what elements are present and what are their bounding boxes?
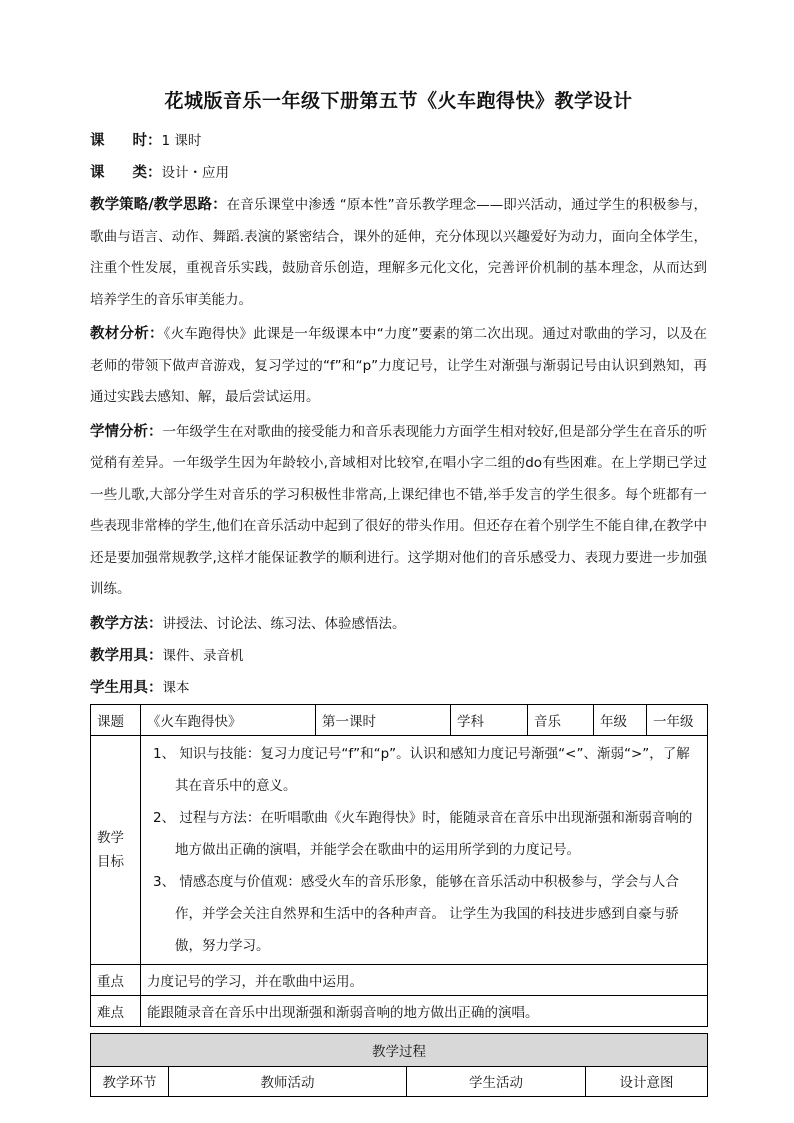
table-row (91, 704, 708, 735)
lesson-time-line (90, 125, 707, 157)
lesson-time-label: 课 时： (90, 132, 162, 149)
lesson-info-table (90, 704, 708, 1027)
grade-value-cell: 一年级 (647, 704, 708, 735)
material-analysis-text: 《火车跑得快》此课是一年级课本中“力度”要素的第二次出现。通过对歌曲的学习，以及在老师的带领下做声音游戏，复习学过的“f”和“p”力度记号，让学生对渐强与渐弱记号由认识到熟知，再通过实践去感知、解，最后尝试运用。 (90, 326, 707, 405)
goals-cell (141, 735, 708, 964)
table-row (91, 735, 708, 964)
goal-item: 3、 情感态度与价值观：感受火车的音乐形象，能够在音乐活动中积极参与，学会与人合作，并学会关注自然界和生活中的各种声音。 让学生为我国的科技进步感到自豪与骄傲，努力学习。 (153, 873, 679, 954)
document-page (90, 80, 707, 1097)
subject-value-cell: 音乐 (528, 704, 594, 735)
goal-item: 1、 知识与技能：复习力度记号“f”和“p”。认识和感知力度记号渐强“<”、渐弱“>”，了解其在音乐中的意义。 (153, 745, 690, 794)
subject-label-cell: 学科 (451, 704, 528, 735)
lesson-type-value: 设计・应用 (161, 165, 229, 181)
table-row (91, 964, 708, 995)
method-text: 讲授法、讨论法、练习法、体验感悟法。 (162, 615, 406, 632)
teaching-tools-text: 课件、录音机 (162, 647, 244, 664)
topic-label-cell: 课题 (91, 704, 141, 735)
column-header-intent: 设计意图 (586, 1066, 708, 1096)
column-header-teacher: 教师活动 (169, 1066, 407, 1096)
lesson-time-value: 1 课时 (161, 133, 202, 149)
student-tools-line (90, 672, 707, 704)
topic-value-cell: 《火车跑得快》 (141, 704, 316, 735)
goals-label-cell: 教学 目标 (91, 735, 141, 964)
table-row (91, 1066, 708, 1096)
table-row (91, 1033, 708, 1066)
difficulty-text-cell: 能跟随录音在音乐中出现渐强和渐弱音响的地方做出正确的演唱。 (141, 995, 708, 1026)
column-header-stage: 教学环节 (91, 1066, 169, 1096)
student-tools-text: 课本 (162, 679, 190, 696)
material-analysis-paragraph (90, 318, 707, 414)
lesson-type-line (90, 157, 707, 189)
teaching-tools-line (90, 640, 707, 672)
teaching-tools-label: 教学用具： (90, 646, 163, 664)
student-analysis-label: 学情分析： (90, 422, 163, 440)
lesson-type-label: 课 类： (90, 164, 162, 181)
strategy-paragraph (90, 189, 707, 316)
process-header-cell: 教学过程 (91, 1033, 708, 1066)
difficulty-label-cell: 难点 (91, 995, 141, 1026)
student-analysis-paragraph (90, 416, 707, 606)
column-header-student: 学生活动 (407, 1066, 586, 1096)
material-analysis-label: 教材分析： (90, 325, 164, 342)
student-analysis-text: 一年级学生在对歌曲的接受能力和音乐表现能力方面学生相对较好,但是部分学生在音乐的听觉稍有差异。一年级学生因为年龄较小,音域相对比较窄,在唱小字二组的do有些困难。在上学期已学过一些儿歌,大部分学生对音乐的学习积极性非常高,上课纪律也不错,举手发言的学生很多。每个班都有一些表现非常棒的学生,他们在音乐活动中起到了很好的带头作用。但还存在着个别学生不能自律,在教学中还是要加强常规教学,这样才能保证教学的顺利进行。这学期对他们的音乐感受力、表现力要进一步加强训练。 (90, 423, 708, 597)
grade-label-cell: 年级 (594, 704, 647, 735)
goal-item: 2、 过程与方法：在听唱歌曲《火车跑得快》时，能随录音在音乐中出现渐强和渐弱音响的地方做出正确的演唱，并能学会在歌曲中的运用所学到的力度记号。 (153, 809, 693, 858)
process-table (90, 1033, 708, 1097)
strategy-label: 教学策略/教学思路： (90, 196, 227, 213)
method-line (90, 608, 707, 640)
strategy-text: 在音乐课堂中渗透 “原本性”音乐教学理念——即兴活动，通过学生的积极参与，歌曲与语言、动作、舞蹈.表演的紧密结合，课外的延伸，充分体现以兴趣爱好为动力，面向全体学生，注重个性发展，重视音乐实践，鼓励音乐创造，理解多元化文化，完善评价机制的基本理念，从而达到培养学生的音乐审美能力。 (90, 197, 708, 308)
student-tools-label: 学生用具： (90, 678, 163, 696)
table-row (91, 995, 708, 1026)
method-label: 教学方法： (90, 614, 163, 632)
document-title: 花城版音乐一年级下册第五节《火车跑得快》教学设计 (164, 90, 633, 112)
key-label-cell: 重点 (91, 964, 141, 995)
period-cell: 第一课时 (316, 704, 451, 735)
key-text-cell: 力度记号的学习，并在歌曲中运用。 (141, 964, 708, 995)
